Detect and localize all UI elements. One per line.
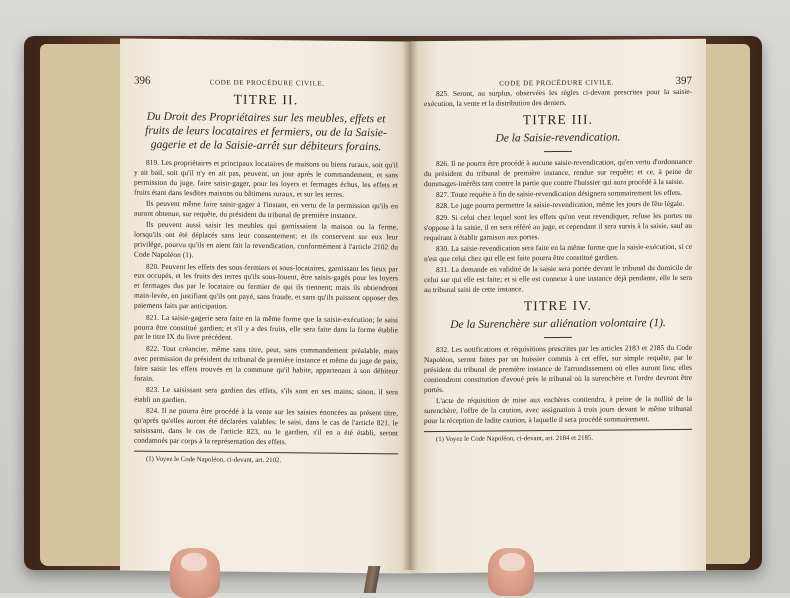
paragraph: 820. Peuvent les effets des sous-fermiers et sous-locataires, garnissant les lieux par eux occupés, et les fruits des terres qu'ils sous-louent, être saisis-gagés pour les loyers et fermages dus par le locataire ou fermier de qui ils tiennent; mais ils obtiendront main-levée, en justifiant qu'ils ont payé, sans fraude, et sans qu'ils puissent opposer des paiemens faits par anticipation. xyxy=(134,261,398,311)
left-page xyxy=(120,38,412,573)
paragraph: 831. La demande en validité de la saisie sera portée devant le tribunal du domicile de celui sur qui elle est faite; et si elle est connexe à une instance déjà pendante, elle le sera au tribunal saisi de cette instance. xyxy=(424,263,692,295)
right-title-4: TITRE IV. xyxy=(523,297,593,314)
right-page xyxy=(410,39,706,574)
paragraph: Ils peuvent même faire saisir-gager à l'instant, en vertu de la permission qu'ils en auront obtenue, sur requête, du président du tribunal de première instance. xyxy=(134,198,398,220)
left-heading: Du Droit des Propriétaires sur les meubles, effets et fruits de leurs locataires et fermiers, ou de la Saisie-gagerie et de la Saisie-arrêt sur débiteurs forains. xyxy=(145,110,387,154)
footnote-divider xyxy=(424,429,692,432)
page-edges-right xyxy=(700,44,750,564)
heading-rule xyxy=(544,337,572,338)
right-running-head: CODE DE PROCÉDURE CIVILE. xyxy=(499,78,615,88)
paragraph: 822. Tout créancier, même sans titre, peut, sans commandement préalable, mais avec permission du président du tribunal de première instance et même du juge de paix, faire saisir les effets trouvés en la commune qu'il habite, appartenant à son débiteur forain. xyxy=(134,343,398,383)
right-heading-4: De la Surenchère sur aliénation volontaire (1). xyxy=(450,317,666,332)
left-page-number: 396 xyxy=(134,74,151,87)
paragraph: L'acte de réquisition de mise aux enchères contiendra, à peine de la nullité de la surenchère, l'offre de la caution, avec assignation à trois jours devant le même tribunal pour la réception de ladite caution, à laquelle il sera procédé sommairement. xyxy=(424,393,692,426)
right-heading-3: De la Saisie-revendication. xyxy=(495,131,621,145)
footnote-divider xyxy=(134,450,398,454)
right-title-3: TITRE III. xyxy=(522,111,594,128)
heading-rule xyxy=(544,151,572,152)
left-thumb xyxy=(170,548,220,598)
paragraph: 827. Toute requête à fin de saisie-revendication désignera sommairement les effets. xyxy=(436,187,682,200)
paragraph: 823. Le saisissant sera gardien des effets, s'ils sont en ses mains; sinon, il sera établi un gardien. xyxy=(134,384,398,405)
paragraph: 819. Les propriétaires et principaux locataires de maisons ou biens ruraux, soit qu'il y ait bail, soit qu'il n'y en ait pas, peuvent, un jour après le commandement, et sans permission du juge, faire saisir-gager, pour les loyers et fermages échus, les effets et fruits étant dans lesdites maisons ou bâtimens ruraux, et sur les terres. xyxy=(134,157,398,199)
paragraph: 821. La saisie-gagerie sera faite en la même forme que la saisie-exécution; le saisi pourra être constitué gardien; et s'il y a des fruits, elle sera faite dans la forme établie par le titre IX du livre précédent. xyxy=(134,312,398,343)
book-gutter xyxy=(402,40,418,570)
left-footnote: (1) Voyez le Code Napoléon, ci-devant, art. 2102. xyxy=(146,455,282,465)
paragraph: 829. Si celui chez lequel sont les effets qu'on veut revendiquer, refuse les portes ou s'oppose à la saisie, il en sera référé au juge, et cependant il sera sursis à la saisie, sauf au requérant à établir garnison aux portes. xyxy=(424,210,692,242)
paragraph: 825. Seront, au surplus, observées les règles ci-devant prescrites pour la saisie-exécution, la vente et la distribution des deniers. xyxy=(424,86,692,109)
right-footnote: (1) Voyez le Code Napoléon, ci-devant, art. 2184 et 2185. xyxy=(436,434,593,443)
left-running-head: CODE DE PROCÉDURE CIVILE. xyxy=(209,78,325,88)
page-edges-left xyxy=(40,44,124,566)
right-thumb xyxy=(488,548,534,596)
paragraph: 828. Le juge pourra permettre la saisie-revendication, même les jours de fête légale. xyxy=(436,199,685,211)
left-title: TITRE II. xyxy=(233,91,299,108)
paragraph: 824. Il ne pourra être procédé à la vente sur les saisies énoncées au présent titre, qu'après qu'elles auront été déclarées valables: le saisi, dans le cas de l'article 821, le saisissant, dans le cas de l'article 823, ou le gardien, s'il en a été établi, seront condamnés par corps à la représentation des effets. xyxy=(134,405,398,447)
paragraph: 826. Il ne pourra être procédé à aucune saisie-revendication, qu'en vertu d'ordonnance du président du tribunal de première instance, rendue sur requête; et ce, à peine de dommages-intérêts tant contre la partie que contre l'huissier qui aura procédé à la saisie. xyxy=(424,156,692,188)
left-running-header xyxy=(134,75,398,90)
paragraph: 830. La saisie-revendication sera faite en la même forme que la saisie-exécution, si ce n'est que celui chez qui elle est faite pourra être constitué gardien. xyxy=(424,241,692,264)
paragraph: Ils peuvent aussi saisir les meubles qui garnissaient la maison ou la ferme, lorsqu'ils ont été déplacés sans leur consentement; et ils conservent sur eux leur privilége, pourvu qu'ils en aient fait la revendication, conformément à l'article 2102 du Code Napoléon (1). xyxy=(134,220,398,260)
paragraph: 832. Les notifications et réquisitions prescrites par les articles 2183 et 2185 du Code Napoléon, seront faites par un huissier commis à cet effet, sur simple requête, par le président du tribunal de première instance de l'arrondissement où elles auront lieu; elles contiendront constitution d'avoué près le tribunal où la surenchère et l'ordre devront être portés. xyxy=(424,342,692,394)
right-page-number: 397 xyxy=(675,74,692,87)
